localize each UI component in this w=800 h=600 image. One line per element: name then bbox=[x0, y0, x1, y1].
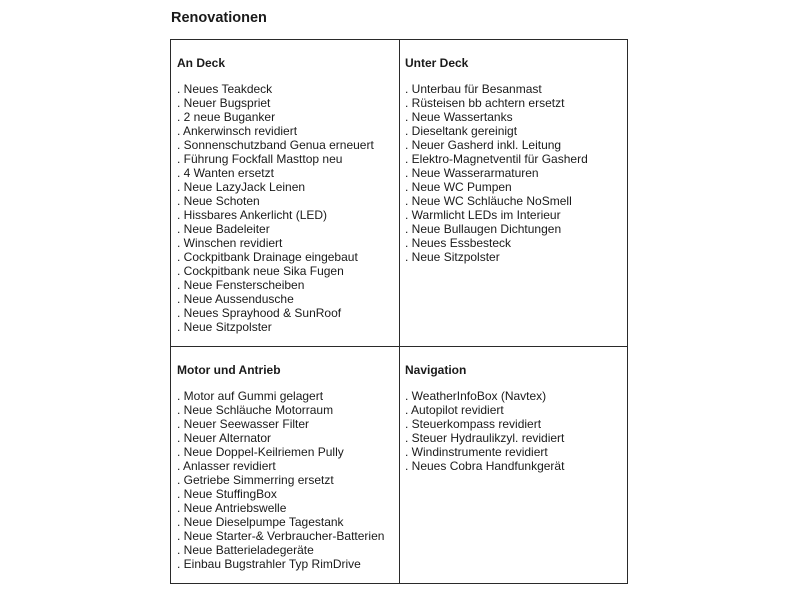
section-heading: Navigation bbox=[405, 363, 467, 377]
list-item: . Neue Doppel-Keilriemen Pully bbox=[177, 445, 344, 459]
list-item: . Neue Sitzpolster bbox=[177, 320, 272, 334]
list-item: . Neue Schläuche Motorraum bbox=[177, 403, 334, 417]
list-item: . Neue WC Pumpen bbox=[405, 180, 512, 194]
page-title: Renovationen bbox=[171, 10, 267, 26]
section-heading: Motor und Antrieb bbox=[177, 363, 281, 377]
list-item: . Dieseltank gereinigt bbox=[405, 124, 518, 138]
list-item: . Sonnenschutzband Genua erneuert bbox=[177, 138, 374, 152]
list-item: . Neues Essbesteck bbox=[405, 236, 512, 250]
renovation-table bbox=[170, 39, 628, 584]
section-motor-und-antrieb bbox=[171, 347, 400, 583]
list-item: . Anlasser revidiert bbox=[177, 459, 276, 473]
list-item: . Autopilot revidiert bbox=[405, 403, 504, 417]
list-item: . Cockpitbank neue Sika Fugen bbox=[177, 264, 344, 278]
list-item: . Neue Sitzpolster bbox=[405, 250, 500, 264]
list-item: . Neues Cobra Handfunkgerät bbox=[405, 459, 565, 473]
list-item: . Steuerkompass revidiert bbox=[405, 417, 542, 431]
item-list bbox=[177, 82, 399, 334]
list-item: . Windinstrumente revidiert bbox=[405, 445, 548, 459]
section-heading: An Deck bbox=[177, 56, 226, 70]
list-item: . Neue Dieselpumpe Tagestank bbox=[177, 515, 344, 529]
list-item: . Neue Aussendusche bbox=[177, 292, 294, 306]
section-an-deck bbox=[171, 40, 400, 347]
item-list bbox=[177, 389, 399, 571]
item-list bbox=[405, 82, 627, 264]
list-item: . Neuer Alternator bbox=[177, 431, 272, 445]
list-item: . Neuer Gasherd inkl. Leitung bbox=[405, 138, 562, 152]
list-item: . Elektro-Magnetventil für Gasherd bbox=[405, 152, 588, 166]
list-item: . Neue Starter-& Verbraucher-Batterien bbox=[177, 529, 385, 543]
list-item: . Winschen revidiert bbox=[177, 236, 283, 250]
list-item: . Neue Badeleiter bbox=[177, 222, 270, 236]
list-item: . Neues Teakdeck bbox=[177, 82, 273, 96]
list-item: . Cockpitbank Drainage eingebaut bbox=[177, 250, 358, 264]
list-item: . 2 neue Buganker bbox=[177, 110, 276, 124]
list-item: . Unterbau für Besanmast bbox=[405, 82, 542, 96]
list-item: . Rüsteisen bb achtern ersetzt bbox=[405, 96, 565, 110]
section-heading: Unter Deck bbox=[405, 56, 469, 70]
list-item: . Neuer Bugspriet bbox=[177, 96, 271, 110]
list-item: . Motor auf Gummi gelagert bbox=[177, 389, 324, 403]
item-list bbox=[405, 389, 627, 473]
list-item: . Neue Wassertanks bbox=[405, 110, 513, 124]
list-item: . Getriebe Simmerring ersetzt bbox=[177, 473, 334, 487]
list-item: . Neue Bullaugen Dichtungen bbox=[405, 222, 562, 236]
list-item: . Führung Fockfall Masttop neu bbox=[177, 152, 343, 166]
list-item: . Neue LazyJack Leinen bbox=[177, 180, 306, 194]
list-item: . Neue Wasserarmaturen bbox=[405, 166, 539, 180]
list-item: . WeatherInfoBox (Navtex) bbox=[405, 389, 547, 403]
list-item: . Neuer Seewasser Filter bbox=[177, 417, 310, 431]
list-item: . Neue Schoten bbox=[177, 194, 260, 208]
list-item: . Ankerwinsch revidiert bbox=[177, 124, 298, 138]
list-item: . Steuer Hydraulikzyl. revidiert bbox=[405, 431, 565, 445]
list-item: . Neue Antriebswelle bbox=[177, 501, 287, 515]
list-item: . Neues Sprayhood & SunRoof bbox=[177, 306, 342, 320]
section-navigation bbox=[400, 347, 627, 583]
list-item: . Neue StuffingBox bbox=[177, 487, 277, 501]
list-item: . Hissbares Ankerlicht (LED) bbox=[177, 208, 328, 222]
list-item: . Einbau Bugstrahler Typ RimDrive bbox=[177, 557, 361, 571]
list-item: . Neue Fensterscheiben bbox=[177, 278, 305, 292]
list-item: . Warmlicht LEDs im Interieur bbox=[405, 208, 561, 222]
section-unter-deck bbox=[400, 40, 627, 347]
list-item: . 4 Wanten ersetzt bbox=[177, 166, 274, 180]
list-item: . Neue WC Schläuche NoSmell bbox=[405, 194, 572, 208]
list-item: . Neue Batterieladegeräte bbox=[177, 543, 314, 557]
